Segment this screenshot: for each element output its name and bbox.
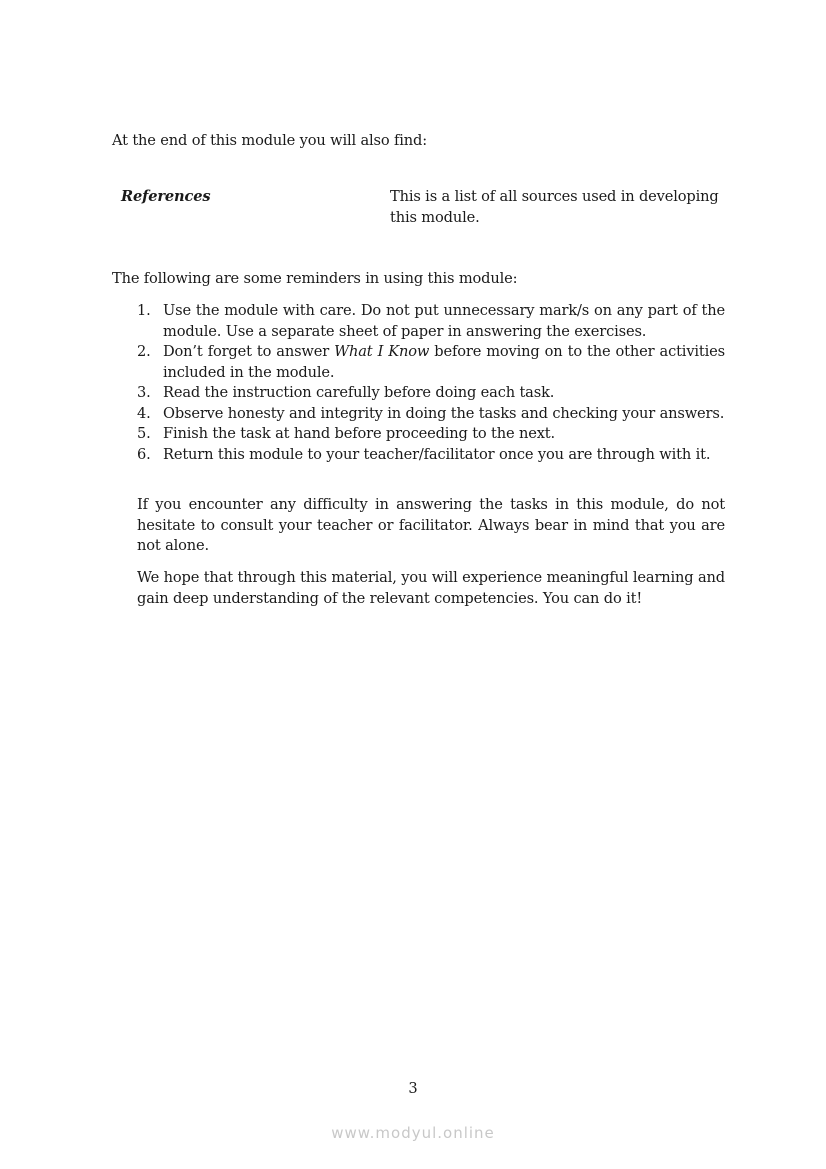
difficulty-paragraph: If you encounter any difficulty in answering the tasks in this module, do not hesitate to consult your teacher or facilitator. Always bear in mind that you are not alone.: [137, 496, 725, 554]
reminders-intro: The following are some reminders in using this module:: [112, 270, 518, 287]
page-number: 3: [408, 1080, 418, 1097]
list-item-number: 6.: [137, 445, 151, 463]
intro-text: At the end of this module you will also find:: [112, 132, 427, 149]
list-item-text: Use the module with care. Do not put unnecessary mark/s on any part of the module. Use a separate sheet of paper in answering the exercises.: [163, 302, 725, 340]
list-item: [137, 342, 725, 383]
references-term: References: [121, 188, 211, 205]
what-i-know-emphasis: What I Know: [334, 343, 430, 360]
list-item: [137, 424, 725, 445]
reminders-list: [137, 301, 725, 465]
list-item-text: [163, 342, 725, 383]
list-item-text: Observe honesty and integrity in doing the tasks and checking your answers.: [163, 404, 725, 422]
list-item-text: Finish the task at hand before proceeding to the next.: [163, 425, 556, 442]
list-item-number: 5.: [137, 425, 151, 442]
watermark: www.modyul.online: [331, 1124, 495, 1142]
list-item-number: 2.: [137, 343, 151, 360]
list-item-text-after: before moving on to the other activities included in the module.: [163, 343, 725, 381]
references-description: This is a list of all sources used in developing this module.: [390, 188, 719, 226]
list-item: [137, 445, 725, 466]
list-item-text: Return this module to your teacher/facilitator once you are through with it.: [163, 445, 711, 463]
list-item-text-before: Don’t forget to answer: [163, 343, 335, 360]
list-item-number: 3.: [137, 384, 151, 401]
hope-paragraph: We hope that through this material, you will experience meaningful learning and gain deep understanding of the relevant competencies. You can do it!: [137, 569, 725, 607]
list-item-text: Read the instruction carefully before doing each task.: [163, 384, 555, 401]
list-item: [137, 383, 725, 404]
list-item-number: 1.: [137, 302, 151, 319]
list-item-number: 4.: [137, 404, 151, 422]
list-item: [137, 301, 725, 342]
list-item: [137, 404, 725, 425]
